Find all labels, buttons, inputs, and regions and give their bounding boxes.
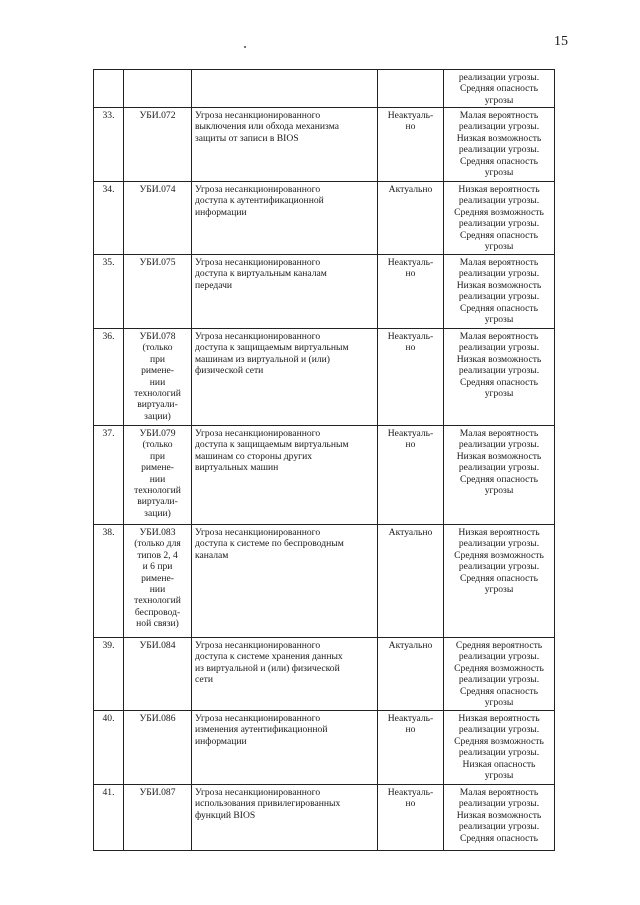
- threat-assessment: Малая вероятность реализации угрозы. Низкая возможность реализации угрозы. Средняя опасность угрозы: [444, 426, 555, 525]
- threat-code: УБИ.074: [124, 182, 192, 255]
- threat-assessment: Низкая вероятность реализации угрозы. Средняя возможность реализации угрозы. Средняя опасность угрозы: [444, 182, 555, 255]
- threat-description: Угроза несанкционированного доступа к аутентификационной информации: [192, 182, 378, 255]
- threat-code: УБИ.083 (только для типов 2, 4 и 6 при римене- нии технологий беспровод- ной связи): [124, 525, 192, 638]
- threat-description: Угроза несанкционированного доступа к системе по беспроводным каналам: [192, 525, 378, 638]
- threat-description: Угроза несанкционированного использования привилегированных функций BIOS: [192, 785, 378, 851]
- table-row: [94, 329, 555, 426]
- table-row: [94, 255, 555, 329]
- table-row: [94, 711, 555, 785]
- row-number: 35.: [94, 255, 124, 329]
- table-row: [94, 426, 555, 525]
- table-row: [94, 785, 555, 851]
- relevance-status: Неактуаль- но: [378, 255, 444, 329]
- threat-code: УБИ.087: [124, 785, 192, 851]
- relevance-status: Неактуаль- но: [378, 785, 444, 851]
- threat-assessment: Малая вероятность реализации угрозы. Низкая возможность реализации угрозы. Средняя опасность угрозы: [444, 108, 555, 182]
- threat-code: УБИ.072: [124, 108, 192, 182]
- threat-table: [93, 69, 555, 851]
- threat-assessment: Низкая вероятность реализации угрозы. Средняя возможность реализации угрозы. Низкая опасность угрозы: [444, 711, 555, 785]
- relevance-status: Неактуаль- но: [378, 711, 444, 785]
- table-row: [94, 182, 555, 255]
- table-row: [94, 525, 555, 638]
- threat-description: Угроза несанкционированного доступа к системе хранения данных из виртуальной и (или) физической сети: [192, 638, 378, 711]
- relevance-status: Неактуаль- но: [378, 329, 444, 426]
- page-number: 15: [554, 34, 568, 49]
- threat-code: УБИ.079 (только при римене- нии технологий виртуали- зации): [124, 426, 192, 525]
- threat-assessment: Малая вероятность реализации угрозы. Низкая возможность реализации угрозы. Средняя опасность угрозы: [444, 255, 555, 329]
- threat-code: УБИ.075: [124, 255, 192, 329]
- relevance-status: Неактуаль- но: [378, 108, 444, 182]
- relevance-status: Актуально: [378, 525, 444, 638]
- scan-artifact: [244, 46, 246, 48]
- row-number: 41.: [94, 785, 124, 851]
- relevance-status: [378, 70, 444, 108]
- threat-assessment: реализации угрозы. Средняя опасность угрозы: [444, 70, 555, 108]
- threat-description: [192, 70, 378, 108]
- row-number: [94, 70, 124, 108]
- threat-description: Угроза несанкционированного доступа к виртуальным каналам передачи: [192, 255, 378, 329]
- row-number: 37.: [94, 426, 124, 525]
- relevance-status: Неактуаль- но: [378, 426, 444, 525]
- threat-code: [124, 70, 192, 108]
- threat-description: Угроза несанкционированного изменения аутентификационной информации: [192, 711, 378, 785]
- row-number: 36.: [94, 329, 124, 426]
- threat-assessment: Малая вероятность реализации угрозы. Низкая возможность реализации угрозы. Средняя опасность: [444, 785, 555, 851]
- threat-assessment: Малая вероятность реализации угрозы. Низкая возможность реализации угрозы. Средняя опасность угрозы: [444, 329, 555, 426]
- threat-description: Угроза несанкционированного доступа к защищаемым виртуальным машинам со стороны других виртуальных машин: [192, 426, 378, 525]
- threat-code: УБИ.078 (только при римене- нии технологий виртуали- зации): [124, 329, 192, 426]
- row-number: 34.: [94, 182, 124, 255]
- row-number: 39.: [94, 638, 124, 711]
- threat-code: УБИ.086: [124, 711, 192, 785]
- relevance-status: Актуально: [378, 182, 444, 255]
- table-row: [94, 108, 555, 182]
- table-row: [94, 638, 555, 711]
- row-number: 40.: [94, 711, 124, 785]
- threat-assessment: Средняя вероятность реализации угрозы. Средняя возможность реализации угрозы. Средняя опасность угрозы: [444, 638, 555, 711]
- table-row-continuation: [94, 70, 555, 108]
- threat-description: Угроза несанкционированного доступа к защищаемым виртуальным машинам из виртуальной и (или) физической сети: [192, 329, 378, 426]
- relevance-status: Актуально: [378, 638, 444, 711]
- threat-description: Угроза несанкционированного выключения или обхода механизма защиты от записи в BIOS: [192, 108, 378, 182]
- threat-code: УБИ.084: [124, 638, 192, 711]
- row-number: 38.: [94, 525, 124, 638]
- row-number: 33.: [94, 108, 124, 182]
- threat-assessment: Низкая вероятность реализации угрозы. Средняя возможность реализации угрозы. Средняя опасность угрозы: [444, 525, 555, 638]
